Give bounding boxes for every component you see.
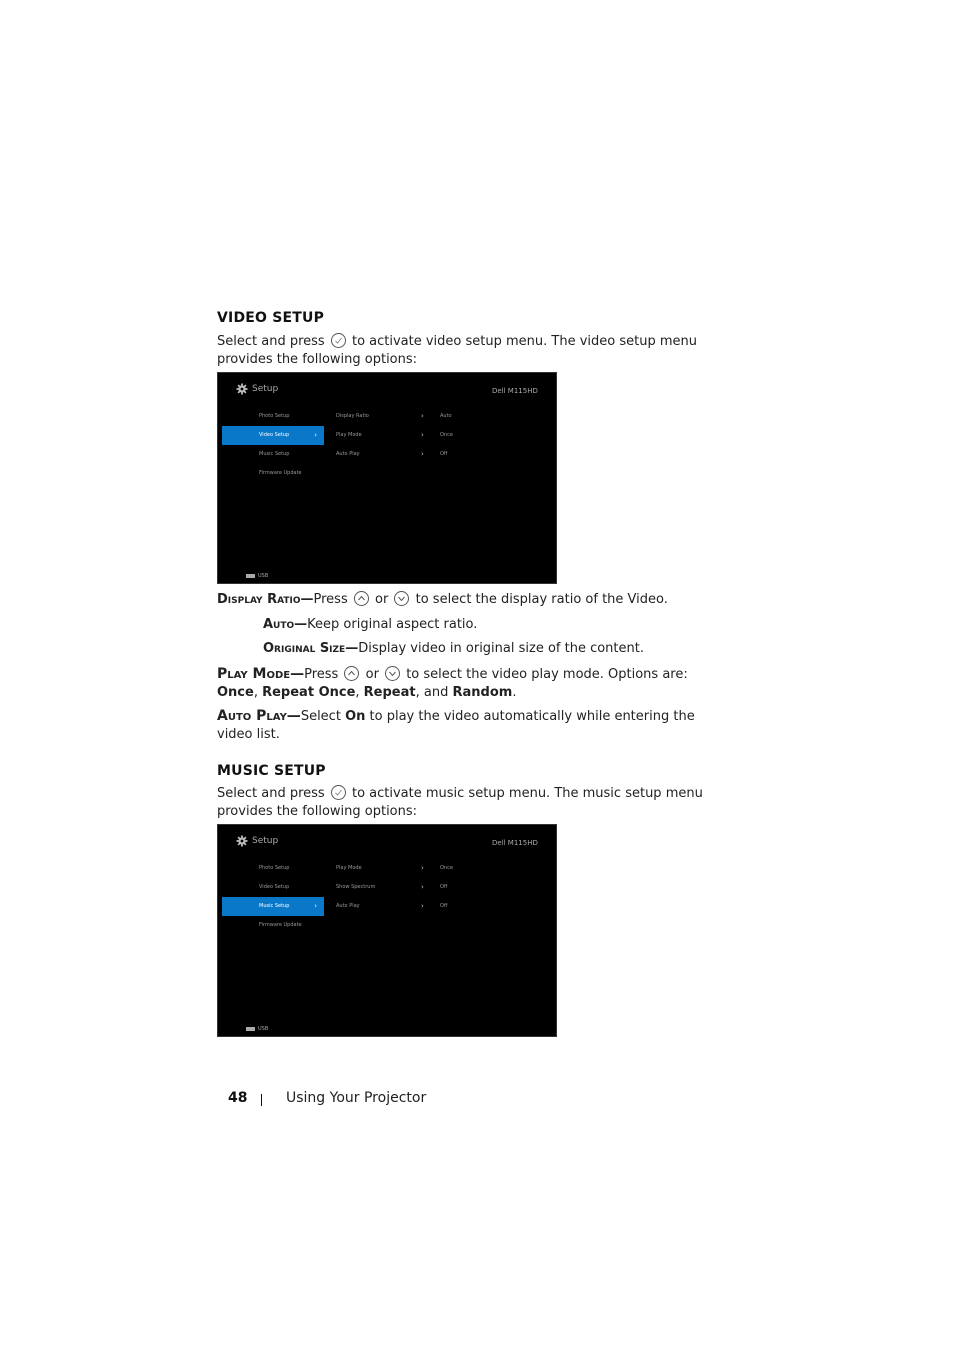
video-setup-osd-screenshot <box>217 372 557 584</box>
up-button-icon <box>354 591 369 606</box>
osd-row <box>222 916 555 935</box>
intro-text: Select and press <box>217 334 325 349</box>
osd-row <box>222 859 555 878</box>
gear-icon <box>236 835 248 847</box>
osd-row-selected <box>222 897 555 916</box>
osd-option-label: Display Ratio <box>336 413 369 419</box>
osd-option-label: Auto Play <box>336 451 360 457</box>
chevron-right-icon: › <box>421 431 424 439</box>
osd-usb-source: USB <box>246 1026 268 1032</box>
osd-option-value: Off <box>440 903 448 909</box>
osd-row-selected <box>222 426 555 445</box>
term: Play Mode— <box>217 666 305 682</box>
osd-title: Setup <box>236 383 278 395</box>
osd-option-label: Play Mode <box>336 432 362 438</box>
down-button-icon <box>394 591 409 606</box>
osd-model: Dell M115HD <box>492 387 538 395</box>
up-button-icon <box>344 666 359 681</box>
term: Original Size— <box>263 641 359 656</box>
osd-option-value: Once <box>440 432 453 438</box>
osd-menu-item: Firmware Update <box>259 922 302 928</box>
checkmark-button-icon <box>331 785 346 800</box>
video-setup-heading: VIDEO SETUP <box>217 310 325 326</box>
intro-text: provides the following options: <box>217 352 418 367</box>
osd-usb-source: USB <box>246 573 268 579</box>
osd-row <box>222 445 555 464</box>
osd-title: Setup <box>236 835 278 847</box>
chevron-right-icon: › <box>421 450 424 458</box>
osd-option-value: Once <box>440 865 453 871</box>
auto-option-description: Auto—Keep original aspect ratio. <box>263 617 478 632</box>
osd-option-label: Show Spectrum <box>336 884 376 890</box>
osd-menu-item: Music Setup <box>259 451 290 457</box>
intro-text: provides the following options: <box>217 804 418 819</box>
original-size-option-description: Original Size—Display video in original size of the content. <box>263 641 644 656</box>
checkmark-button-icon <box>331 333 346 348</box>
page-number: 48 <box>228 1090 248 1106</box>
osd-menu-item: Video Setup <box>259 884 290 890</box>
down-button-icon <box>385 666 400 681</box>
osd-option-value: Off <box>440 884 448 890</box>
osd-row <box>222 407 555 426</box>
intro-text: Select and press <box>217 786 325 801</box>
osd-option-value: Off <box>440 451 448 457</box>
music-intro <box>217 785 737 821</box>
osd-menu-item: Photo Setup <box>259 865 290 871</box>
chevron-right-icon: › <box>314 902 317 910</box>
video-intro <box>217 333 737 369</box>
display-ratio-description: Display Ratio—Press or to select the display ratio of the Video. <box>217 592 668 607</box>
chevron-right-icon: › <box>421 412 424 420</box>
auto-play-description: Auto Play—Select On to play the video automatically while entering the video list. <box>217 708 695 742</box>
usb-icon <box>246 574 255 578</box>
chevron-right-icon: › <box>421 902 424 910</box>
chevron-right-icon: › <box>314 431 317 439</box>
osd-menu-item: Video Setup › <box>222 426 324 445</box>
chevron-right-icon: › <box>421 864 424 872</box>
osd-option-value: Auto <box>440 413 452 419</box>
term: Display Ratio— <box>217 592 314 607</box>
footer-section-title: Using Your Projector <box>286 1090 427 1106</box>
music-setup-osd-screenshot <box>217 824 557 1037</box>
music-setup-heading: MUSIC SETUP <box>217 763 326 779</box>
usb-icon <box>246 1027 255 1031</box>
osd-row <box>222 878 555 897</box>
osd-model: Dell M115HD <box>492 839 538 847</box>
play-mode-description: Play Mode—Press or to select the video play mode. Options are: Once, Repeat Once, Repeat, and Random. <box>217 666 688 700</box>
osd-option-label: Auto Play <box>336 903 360 909</box>
osd-menu-item: Photo Setup <box>259 413 290 419</box>
osd-menu-item: Firmware Update <box>259 470 302 476</box>
osd-option-label: Play Mode <box>336 865 362 871</box>
intro-text: to activate music setup menu. The music setup menu <box>351 786 703 801</box>
gear-icon <box>236 383 248 395</box>
osd-menu-item: Music Setup › <box>222 897 324 916</box>
term: Auto— <box>263 617 308 632</box>
term: Auto Play— <box>217 708 301 724</box>
osd-row <box>222 464 555 483</box>
chevron-right-icon: › <box>421 883 424 891</box>
footer-divider <box>261 1094 262 1106</box>
intro-text: to activate video setup menu. The video setup menu <box>351 334 697 349</box>
